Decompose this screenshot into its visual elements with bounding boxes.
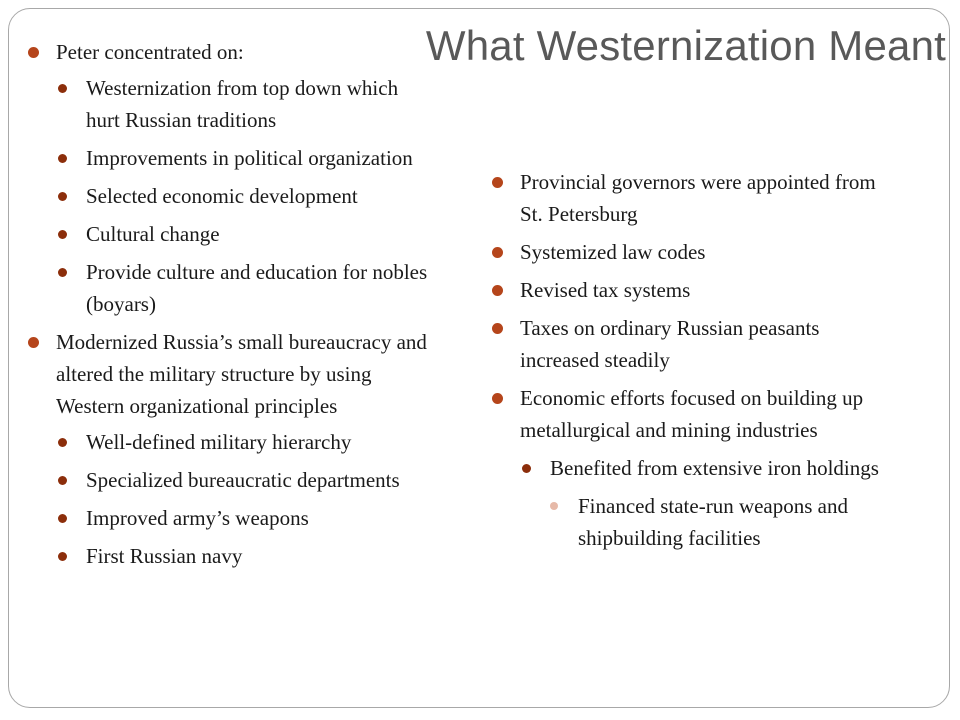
sub-bullet-navy [58, 540, 428, 572]
sub-bullet-political [58, 142, 428, 174]
sub-bullet-hierarchy [58, 426, 428, 458]
bullet-dot-icon [58, 268, 67, 277]
bullet-law-codes [492, 236, 892, 268]
bullet-text: First Russian navy [86, 544, 243, 568]
bullet-dot-icon [550, 502, 558, 510]
bullet-dot-icon [28, 337, 39, 348]
bullet-dot-icon [58, 438, 67, 447]
bullet-dot-icon [492, 285, 503, 296]
bullet-text: Westernization from top down which hurt Russian traditions [86, 76, 399, 132]
bullet-dot-icon [58, 476, 67, 485]
bullet-text: Benefited from extensive iron holdings [550, 456, 879, 480]
bullet-text: Specialized bureaucratic departments [86, 468, 400, 492]
bullet-text: Economic efforts focused on building up metallurgical and mining industries [520, 386, 864, 442]
bullet-dot-icon [522, 464, 531, 473]
sub-bullet-iron-holdings [522, 452, 892, 484]
bullet-economic-efforts [492, 382, 892, 446]
bullet-peter-concentrated [28, 36, 428, 68]
bullet-text: Peter concentrated on: [56, 40, 244, 64]
bullet-dot-icon [58, 192, 67, 201]
sub-bullet-weapons [58, 502, 428, 534]
slide-title: What Westernization Meant [425, 22, 946, 69]
sub-bullet-economic [58, 180, 428, 212]
bullet-modernized [28, 326, 428, 422]
bullet-dot-icon [492, 323, 503, 334]
bullet-text: Revised tax systems [520, 278, 691, 302]
bullet-text: Provincial governors were appointed from St. Petersburg [520, 170, 876, 226]
left-column [28, 36, 428, 578]
sub-bullet-departments [58, 464, 428, 496]
sub-bullet-cultural [58, 218, 428, 250]
bullet-dot-icon [58, 514, 67, 523]
bullet-peasant-taxes [492, 312, 892, 376]
bullet-dot-icon [58, 552, 67, 561]
bullet-dot-icon [492, 247, 503, 258]
bullet-dot-icon [58, 84, 67, 93]
bullet-text: Provide culture and education for nobles (boyars) [86, 260, 428, 316]
bullet-dot-icon [492, 177, 503, 188]
bullet-text: Modernized Russia’s small bureaucracy and altered the military structure by using Western organizational principles [56, 330, 427, 418]
bullet-dot-icon [58, 230, 67, 239]
sub-bullet-westernization [58, 72, 428, 136]
right-column [492, 166, 892, 560]
bullet-text: Systemized law codes [520, 240, 706, 264]
bullet-text: Financed state-run weapons and shipbuilding facilities [578, 494, 848, 550]
bullet-text: Selected economic development [86, 184, 358, 208]
bullet-dot-icon [58, 154, 67, 163]
bullet-text: Improvements in political organization [86, 146, 413, 170]
bullet-text: Improved army’s weapons [86, 506, 309, 530]
bullet-text: Taxes on ordinary Russian peasants increased steadily [520, 316, 820, 372]
bullet-dot-icon [492, 393, 503, 404]
bullet-tax-systems [492, 274, 892, 306]
bullet-dot-icon [28, 47, 39, 58]
bullet-text: Cultural change [86, 222, 220, 246]
sub-bullet-education [58, 256, 428, 320]
sub-sub-bullet-financed [550, 490, 892, 554]
bullet-text: Well-defined military hierarchy [86, 430, 352, 454]
bullet-governors [492, 166, 892, 230]
